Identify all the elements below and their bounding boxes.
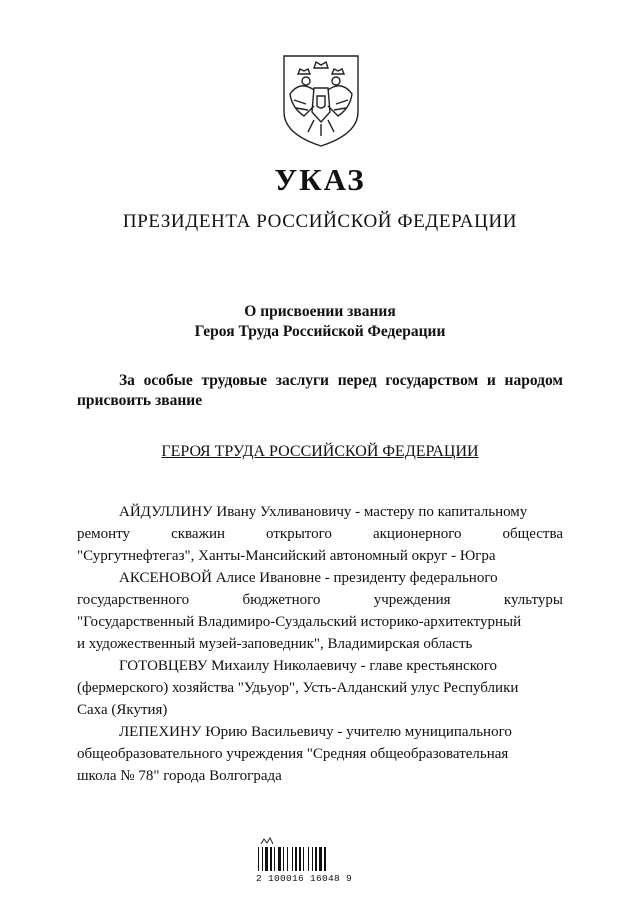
subject-line-1: О присвоении звания bbox=[244, 303, 396, 320]
barcode-mark-icon bbox=[260, 837, 274, 845]
awardee-line: государственного бюджетного учреждения культуры bbox=[77, 592, 563, 608]
preamble bbox=[77, 371, 563, 411]
awardee-line: общеобразовательного учреждения "Средняя общеобразовательная bbox=[77, 746, 509, 762]
awardee-line: ЛЕПЕХИНУ Юрию Васильевичу - учителю муниципального bbox=[119, 724, 512, 740]
awardee-line: Саха (Якутия) bbox=[77, 702, 168, 718]
awardee-line: и художественный музей-заповедник", Владимирская область bbox=[77, 636, 473, 652]
awardee-line: "Государственный Владимиро-Суздальский историко-архитектурный bbox=[77, 614, 522, 630]
awardee-line: АЙДУЛЛИНУ Ивану Ухливановичу - мастеру по капитальному bbox=[119, 504, 528, 520]
document-issuer: ПРЕЗИДЕНТА РОССИЙСКОЙ ФЕДЕРАЦИИ bbox=[122, 211, 518, 232]
document-type: УКАЗ bbox=[274, 162, 366, 197]
coat-of-arms-icon bbox=[276, 50, 366, 150]
subject-line-2: Героя Труда Российской Федерации bbox=[194, 323, 446, 340]
awardee-entry bbox=[77, 655, 563, 721]
award-title-heading: ГЕРОЯ ТРУДА РОССИЙСКОЙ ФЕДЕРАЦИИ bbox=[161, 443, 479, 460]
barcode-icon bbox=[258, 847, 348, 871]
awardee-line: (фермерского) хозяйства "Удьуор", Усть-Алданский улус Республики bbox=[77, 680, 519, 696]
preamble-line-2: присвоить звание bbox=[77, 392, 203, 409]
barcode-number: 2 100016 16048 9 bbox=[255, 873, 352, 884]
barcode bbox=[254, 837, 354, 884]
awardee-entry bbox=[77, 567, 563, 655]
awardee-line: ремонту скважин открытого акционерного общества bbox=[77, 526, 563, 542]
document-subject bbox=[0, 302, 640, 342]
awardee-entry bbox=[77, 721, 563, 787]
awardee-line: АКСЕНОВОЙ Алисе Ивановне - президенту федерального bbox=[119, 570, 498, 586]
awardee-entry bbox=[77, 501, 563, 567]
awardee-line: ГОТОВЦЕВУ Михаилу Николаевичу - главе крестьянского bbox=[119, 658, 498, 674]
awardee-line: "Сургутнефтегаз", Ханты-Мансийский автономный округ - Югра bbox=[77, 548, 496, 564]
awardee-line: школа № 78" города Волгограда bbox=[77, 768, 282, 784]
awardees-list bbox=[77, 501, 563, 787]
preamble-line-1: За особые трудовые заслуги перед государством и народом bbox=[119, 372, 563, 389]
